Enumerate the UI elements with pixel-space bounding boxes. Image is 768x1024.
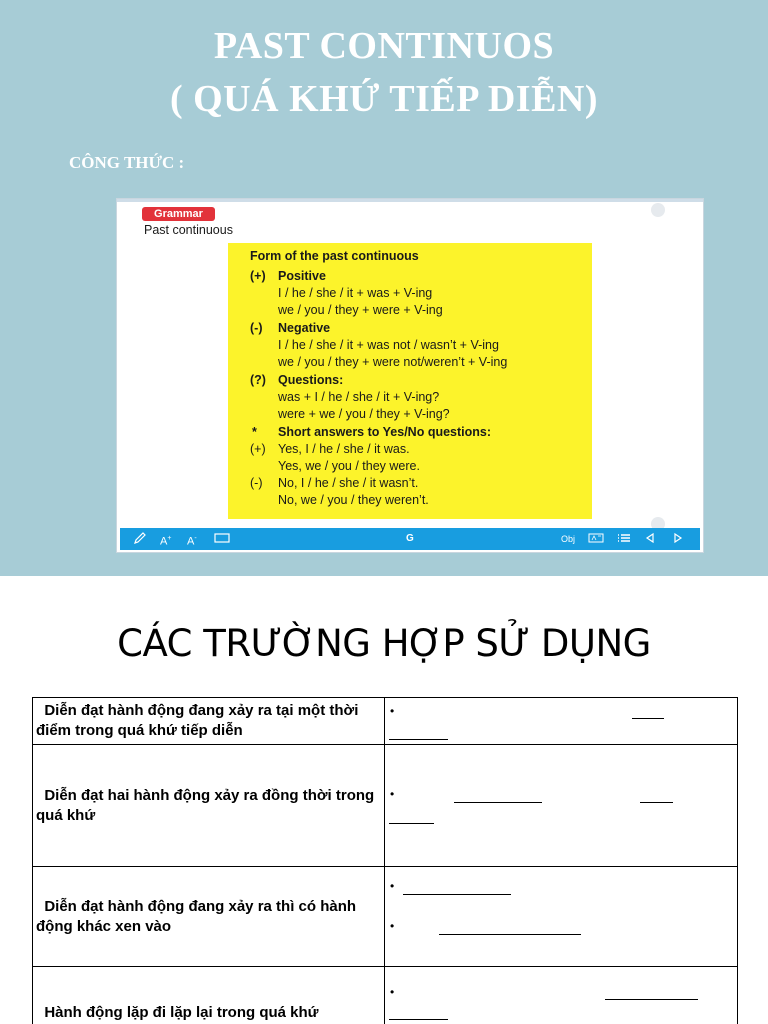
form-line: Positive: [278, 269, 326, 283]
answer-blank[interactable]: [439, 934, 581, 935]
slide-title-line2: ( QUÁ KHỨ TIẾP DIỄN): [169, 78, 599, 120]
example-cell[interactable]: [385, 867, 738, 967]
answer-blank[interactable]: [605, 999, 698, 1000]
usage-table: [32, 697, 738, 1024]
answer-blank[interactable]: [632, 718, 664, 719]
table-row: [33, 698, 738, 745]
obj-button[interactable]: Obj: [561, 534, 576, 544]
table-row: [33, 967, 738, 1024]
usage-description: Hành động lặp đi lặp lại trong quá khứ: [33, 967, 385, 1024]
bullet: •: [390, 704, 395, 718]
bullet: •: [390, 919, 395, 933]
marker: (+): [250, 442, 266, 456]
usage-title: CÁC TRƯỜNG HỢP SỬ DỤNG: [117, 622, 651, 665]
pen-icon[interactable]: [133, 531, 147, 545]
marker: (+): [250, 269, 266, 283]
form-line: Yes, we / you / they were.: [278, 459, 420, 473]
marker: (-): [250, 321, 263, 335]
next-icon[interactable]: [671, 531, 685, 545]
formula-label: CÔNG THỨC :: [69, 153, 185, 172]
example-cell[interactable]: [385, 967, 738, 1024]
answer-blank[interactable]: [389, 739, 448, 740]
form-line: Questions:: [278, 373, 344, 387]
list-icon[interactable]: [616, 531, 632, 545]
example-cell[interactable]: [385, 698, 738, 745]
form-line: I / he / she / it + was + V-ing: [278, 286, 433, 300]
marker: (?): [250, 373, 266, 387]
toolbar-center-label: G: [406, 533, 414, 544]
prev-icon[interactable]: [643, 531, 657, 545]
form-line: we / you / they + were + V-ing: [278, 303, 443, 317]
grammar-screenshot: [116, 198, 704, 553]
table-row: [33, 745, 738, 867]
form-line: Yes, I / he / she / it was.: [278, 442, 410, 456]
grammar-heading: Past continuous: [144, 223, 233, 237]
screen-icon[interactable]: [214, 531, 230, 545]
answer-blank[interactable]: [389, 1019, 448, 1020]
answer-key-icon[interactable]: [588, 531, 604, 545]
usage-description: Diễn đạt hành động đang xảy ra tại một thời điểm trong quá khứ tiếp diễn: [33, 698, 385, 745]
bullet: •: [390, 787, 395, 801]
top-border: [117, 199, 703, 202]
font-decrease-icon[interactable]: A-: [187, 535, 197, 548]
corner-dot: [651, 203, 665, 217]
answer-blank[interactable]: [403, 894, 511, 895]
form-line: were + we / you / they + V-ing?: [278, 407, 450, 421]
table-row: [33, 867, 738, 967]
form-line: was + I / he / she / it + V-ing?: [278, 390, 440, 404]
font-increase-icon[interactable]: A+: [160, 535, 172, 548]
form-line: Negative: [278, 321, 331, 335]
slide-title-line1: PAST CONTINUOS: [213, 25, 555, 67]
viewer-toolbar: [120, 528, 700, 550]
form-line: No, we / you / they weren’t.: [278, 493, 429, 507]
bullet: •: [390, 879, 395, 893]
answer-blank[interactable]: [454, 802, 542, 803]
form-line: we / you / they + were not/weren’t + V-ing: [278, 355, 508, 369]
marker: (-): [250, 476, 263, 490]
form-line: No, I / he / she / it wasn’t.: [278, 476, 419, 490]
marker: *: [252, 425, 257, 439]
grammar-tag: Grammar: [142, 207, 215, 221]
usage-description: Diễn đạt hành động đang xảy ra thì có hành động khác xen vào: [33, 867, 385, 967]
form-line: Short answers to Yes/No questions:: [278, 425, 492, 439]
form-box-title: Form of the past continuous: [250, 249, 419, 263]
form-box: [228, 243, 592, 519]
bullet: •: [390, 985, 395, 999]
answer-blank[interactable]: [640, 802, 673, 803]
usage-description: Diễn đạt hai hành động xảy ra đồng thời trong quá khứ: [33, 745, 385, 867]
example-cell[interactable]: [385, 745, 738, 867]
answer-blank[interactable]: [389, 823, 434, 824]
form-line: I / he / she / it + was not / wasn’t + V-ing: [278, 338, 499, 352]
